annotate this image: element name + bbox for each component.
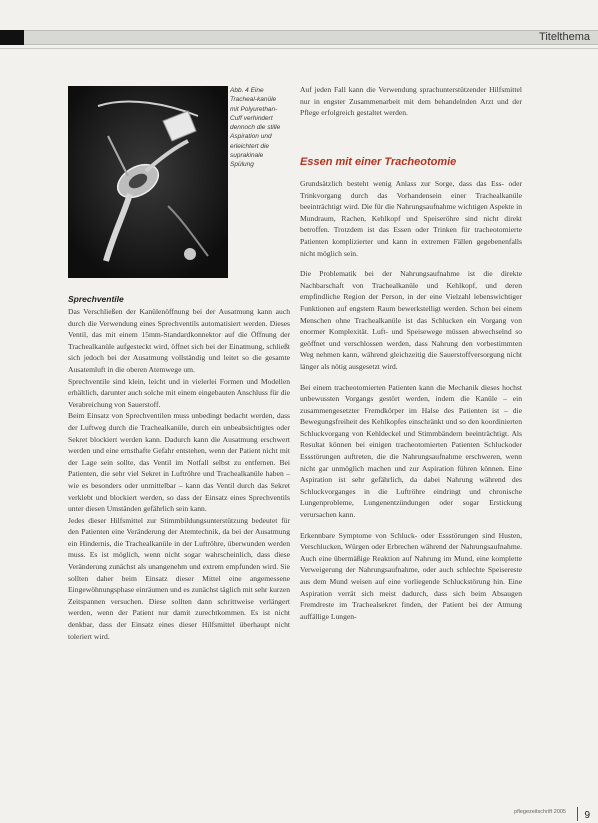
paragraph: Beim Einsatz von Sprechventilen muss unbedingt bedacht werden, dass der Luftweg durch die Trachealkanüle, durch ein unbeabsichtigtes oder Sekret blockiert werden kann. Dadurch kann die Ausatmung erschwert werden und eine ernsthafte Gefahr entstehen, wenn der Patient nicht mit der Lage sein sollte, das Ventil im Notfall selbst zu entfernen. Bei Patienten, die sehr viel Sekret in Luftröhre und Trachealkanüle haben – wie es besonders oder unmittelbar – kann das Ventil durch das Sekret verklebt und blockiert werden, so dass der Einsatz eines Sprechventils unter diesen Umständen gefährlich sein kann. [68,411,290,514]
header-rule [0,48,598,49]
paragraph: Sprechventile sind klein, leicht und in vielerlei Formen und Modellen erhältlich, darunter auch solche mit einem eingebauten Anschluss für die Verabreichung von Sauerstoff. [68,376,290,409]
right-column-intro [300,84,522,119]
right-section-heading: Essen mit einer Tracheotomie [300,156,457,168]
page-number: 9 [584,810,590,821]
figure-photo [68,86,228,278]
paragraph: Bei einem tracheotomierten Patienten kann die Mechanik dieses hochst unbewussten Vorgangs gestört werden, indem die Kanüle – ein zusammengesetzter Fremdkörper im Halse des Patienten ist – die Bewegungsfreiheit des Kehlkopfes einschränkt und so den koordinierten Schluckvorgang von Kehldeckel und Stimmbändern beeinträchtigt. Als Resultat können bei einigen tracheotomierten Patienten Schluckoder Essstörungen auftreten, die die Nahrungsaufnahme erschweren, wenn nicht gar unmöglich machen und zur Aspiration führen können. Eine Aspiration ist sehr gefährlich, da dabei Nahrung während des Schluckvorganges in die Luftröhre eindringt und chronische Lungenprobleme, Lungenentzündungen oder sogar Erstickung verursachen kann. [300,382,522,520]
paragraph: Auf jeden Fall kann die Verwendung sprachunterstützender Hilfsmittel nur in engster Zusammenarbeit mit dem behandelnden Arzt und der Pflege erfolgreich gestaltet werden. [300,85,522,118]
left-column [68,306,290,642]
left-section-heading: Sprechventile [68,294,124,304]
paragraph: Das Verschließen der Kanülenöffnung bei der Ausatmung kann auch durch die Verwendung eines Sprechventils automatisiert werden. Dieses Ventil, das mit einem 15mm-Standardkonnektor auf die Öffnung der Trachealkanüle aufgesteckt wird, öffnet sich bei der Einatmung, schließt sich jedoch bei der Ausatmung vollständig und leitet so die gesamte Ausatemluft in die oberen Atemwege um. [68,307,290,374]
footer-journal: pflegezeitschrift 2005 [514,809,566,815]
right-column [300,178,522,622]
figure-caption: Abb. 4 Eine Tracheal-kanüle mit Polyurethan-Cuff verhindert dennoch die stille Aspiration und erleichtert die suprakinale Spülung [230,87,281,169]
paragraph: Die Problematik bei der Nahrungsaufnahme ist die direkte Nachbarschaft von Trachealkanüle und Kehlkopf, und deren empfindliche Region der Person, in der eine Vielzahl lebenswichtiger Funktionen auf engstem Raum bewerkstelligt werden. Schon bei einem Menschen ohne Trachealkanüle ist das Schlucken ein Vorgang von enormer Komplexität. Luft- und Speisewege müssen abwechselnd so geöffnet und verschlossen werden, dass Nahrung den vorbestimmten Weg nehmen kann, während gleichzeitig die Sauerstoffversorgung nicht länger als nötig ausgesetzt wird. [300,269,522,371]
paragraph: Grundsätzlich besteht wenig Anlass zur Sorge, dass das Ess- oder Trinkvorgang durch das Vorhandensein einer Trachealkanüle beeinträchtigt wird. Die für die Nahrungsaufnahme wichtigen Aspekte in Mundraum, Rachen, Kehlkopf und Speiseröhre sind nicht direkt betroffen. Trotzdem ist das Essen oder Trinken für tracheotomierte Patienten komplizierter und kann in extremen Fällen gegebenenfalls nicht möglich sein. [300,179,522,258]
tracheal-cannula-image [68,86,228,278]
paragraph: Jedes dieser Hilfsmittel zur Stimmbildungsunterstützung bedeutet für den Patienten eine Veränderung der Atemtechnik, da bei der Ausatmung ein Hindernis, die Trachealkanüle in der Luftröhre, überwunden werden muss. Es ist möglich, wenn nicht sogar wahrscheinlich, dass diese Veränderung zunächst als unangenehm und extrem empfunden wird. Sie sollten daher beim Einsatz dieser Mittel eine angemessene Eingewöhnungsphase einräumen und es zunächst täglich mit sehr kurzen Zeitspannen versuchen. Diese sollten dann schrittweise verlängert werden, wenn der Patient nur damit zurechtkommen. Es ist nicht denkbar, dass der Einsatz eines dieser Hilfsmittel überhaupt nicht toleriert wird. [68,515,290,641]
paragraph: Erkennbare Symptome von Schluck- oder Essstörungen sind Husten, Verschlucken, Würgen oder Erbrechen während der Nahrungsaufnahme. Auch eine übermäßige Reaktion auf Nahrung im Mund, eine komplette Verweigerung der Nahrungsaufnahme, oder auch schlechte Speisereste aus dem Mund weisen auf eine vorliegende Schluckstörung hin. Eine Aspiration verrät sich meist dadurch, dass sich beim Absaugen Fremdreste im Trachealsekret finden, der Patient bei der Atmung auffällige Lungen- [300,530,522,621]
footer-rule [577,807,578,821]
header-accent-block [0,30,24,45]
section-title: Titelthema [539,31,590,43]
header-bar [0,30,598,45]
